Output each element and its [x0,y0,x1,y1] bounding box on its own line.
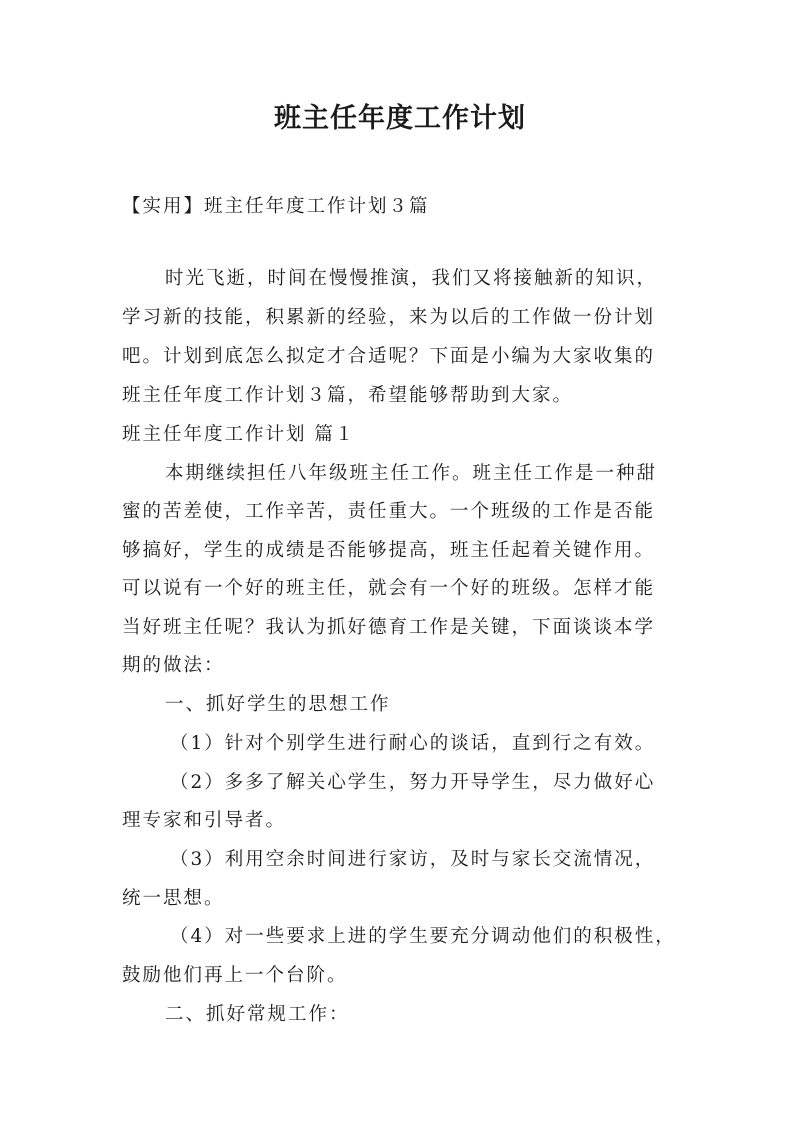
list-item-continuation: 理专家和引导者。 [122,810,287,831]
paragraph-line: 蜜的苦差使，工作辛苦，责任重大。一个班级的工作是否能 [122,501,656,522]
list-item: （4）对一些要求上进的学生要充分调动他们的积极性， [170,926,676,947]
list-item: （2）多多了解关心学生，努力开导学生，尽力做好心 [170,772,656,793]
section-heading: 班主任年度工作计划 篇１ [122,424,356,445]
paragraph-line: 学习新的技能，积累新的经验，来为以后的工作做一份计划 [122,307,656,328]
list-item-continuation: 统一思想。 [122,888,225,909]
paragraph-line: 班主任年度工作计划３篇，希望能够帮助到大家。 [122,385,574,406]
paragraph-line: 当好班主任呢？我认为抓好德育工作是关键，下面谈谈本学 [122,617,656,638]
paragraph-line: 吧。计划到底怎么拟定才合适呢？下面是小编为大家收集的 [122,346,656,367]
paragraph-line: 期的做法： [122,655,225,676]
list-item-continuation: 鼓励他们再上一个台阶。 [122,965,348,986]
paragraph-line: 可以说有一个好的班主任，就会有一个好的班级。怎样才能 [122,578,656,599]
paragraph-line: 本期继续担任八年级班主任工作。班主任工作是一种甜 [165,463,658,484]
paragraph-line: 够搞好，学生的成绩是否能够提高，班主任起着关键作用。 [122,540,656,561]
document-title: 班主任年度工作计划 [274,103,526,134]
paragraph-line: 时光飞逝，时间在慢慢推演，我们又将接触新的知识， [165,268,658,289]
list-item: （3）利用空余时间进行家访，及时与家长交流情况， [170,849,656,870]
document-subtitle: 【实用】班主任年度工作计划３篇 [122,196,430,217]
list-heading: 二、抓好常规工作： [165,1004,350,1025]
list-heading: 一、抓好学生的思想工作 [165,694,391,715]
list-item: （1）针对个别学生进行耐心的谈话，直到行之有效。 [170,733,656,754]
